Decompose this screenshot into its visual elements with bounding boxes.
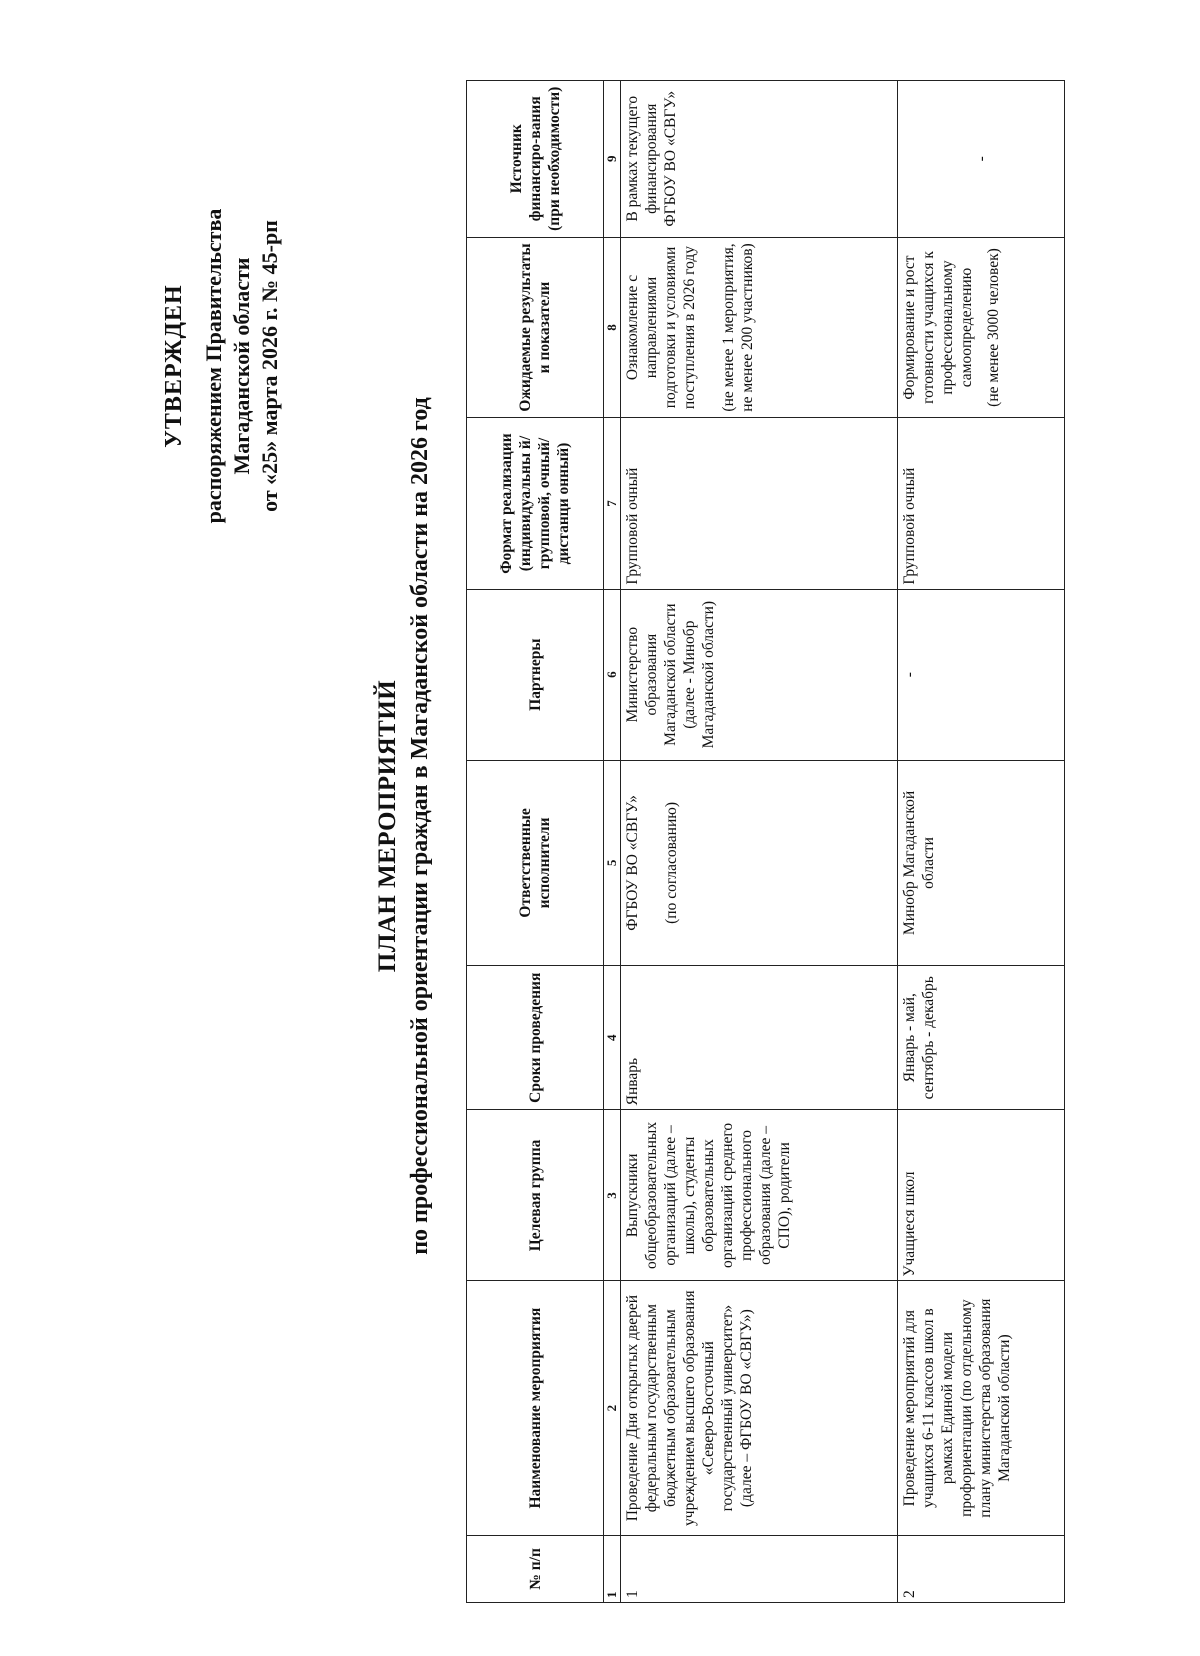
header-num: № п/п [467,1535,604,1602]
header-executors: Ответственные исполнители [467,760,604,965]
approval-line-2: Магаданской области [229,257,254,475]
header-name: Наименование мероприятия [467,1281,604,1535]
plan-table [466,80,1065,1603]
col-num-6: 6 [604,589,621,760]
row-dates: Январь [621,966,898,1110]
row-target: Выпускники общеобразовательных организаций (далее – школы), студенты образовательных организаций среднего профессионального образования (далее – СПО), родители [621,1110,898,1281]
row-executors [898,760,1065,965]
row-target: Учащиеся школ [898,1110,1065,1281]
col-num-5: 5 [604,760,621,965]
col-num-4: 4 [604,966,621,1110]
row-results [898,237,1065,418]
row-executors [621,760,898,965]
plan-heading [372,76,436,1576]
table-row [621,81,898,1603]
approval-line-1: распоряжением Правительства [201,208,226,524]
row-num: 2 [898,1535,1065,1602]
header-funding: Источник финансиро-вания (при необходимости) [467,81,604,238]
row-results-text: Формирование и рост готовности учащихся к профессиональному самоопределению [901,251,975,404]
col-num-7: 7 [604,418,621,589]
row-funding: В рамках текущего финансирования ФГБОУ ВО «СВГУ» [621,81,898,238]
col-num-2: 2 [604,1281,621,1535]
col-num-1: 1 [604,1535,621,1602]
header-dates: Сроки проведения [467,966,604,1110]
row-format: Групповой очный [621,418,898,589]
header-format: Формат реализации (индивидуальны й/групповой, очный/дистанци онный) [467,418,604,589]
row-executors-note: (по согласованию) [663,802,680,924]
row-results-note: (не менее 3000 человек) [985,248,1002,407]
header-row [467,81,604,1603]
header-target: Целевая группа [467,1110,604,1281]
row-name: Проведение мероприятий для учащихся 6-11 классов школ в рамках Единой модели профориентации (по отдельному плану министерства образования Магаданской области) [898,1281,1065,1535]
header-partners: Партнеры [467,589,604,760]
table-row [898,81,1065,1603]
row-funding: - [898,81,1065,238]
plan-subtitle: по профессиональной ориентации граждан в Магаданской области на 2026 год [407,397,433,1255]
header-results: Ожидаемые результаты и показатели [467,237,604,418]
row-dates: Январь - май, сентябрь - декабрь [898,966,1065,1110]
row-partners: Министерство образования Магаданской области (далее - Минобр Магаданской области) [621,589,898,760]
column-number-row [604,81,621,1603]
row-executors-name: ФГБОУ ВО «СВГУ» [624,795,641,931]
row-num: 1 [621,1535,898,1602]
col-num-3: 3 [604,1110,621,1281]
approval-block [160,116,284,616]
plan-title: ПЛАН МЕРОПРИЯТИЙ [374,679,401,973]
approval-line-3: от «25» марта 2026 г. № 45-рп [257,220,282,512]
row-results-note: (не менее 1 мероприятия, не менее 200 участников) [720,243,756,412]
row-executors-name: Минобр Магаданской области [901,790,937,936]
col-num-8: 8 [604,237,621,418]
row-results-text: Ознакомление с направлениями подготовки и условиями поступления в 2026 году [624,245,698,410]
row-partners: - [898,589,1065,760]
row-format: Групповой очный [898,418,1065,589]
row-name: Проведение Дня открытых дверей федеральным государственным бюджетным образовательным учреждением высшего образования «Северо-Восточный государственный университет» (далее – ФГБОУ ВО «СВГУ») [621,1281,898,1535]
col-num-9: 9 [604,81,621,238]
approval-title: УТВЕРЖДЕН [161,284,187,448]
row-results [621,237,898,418]
